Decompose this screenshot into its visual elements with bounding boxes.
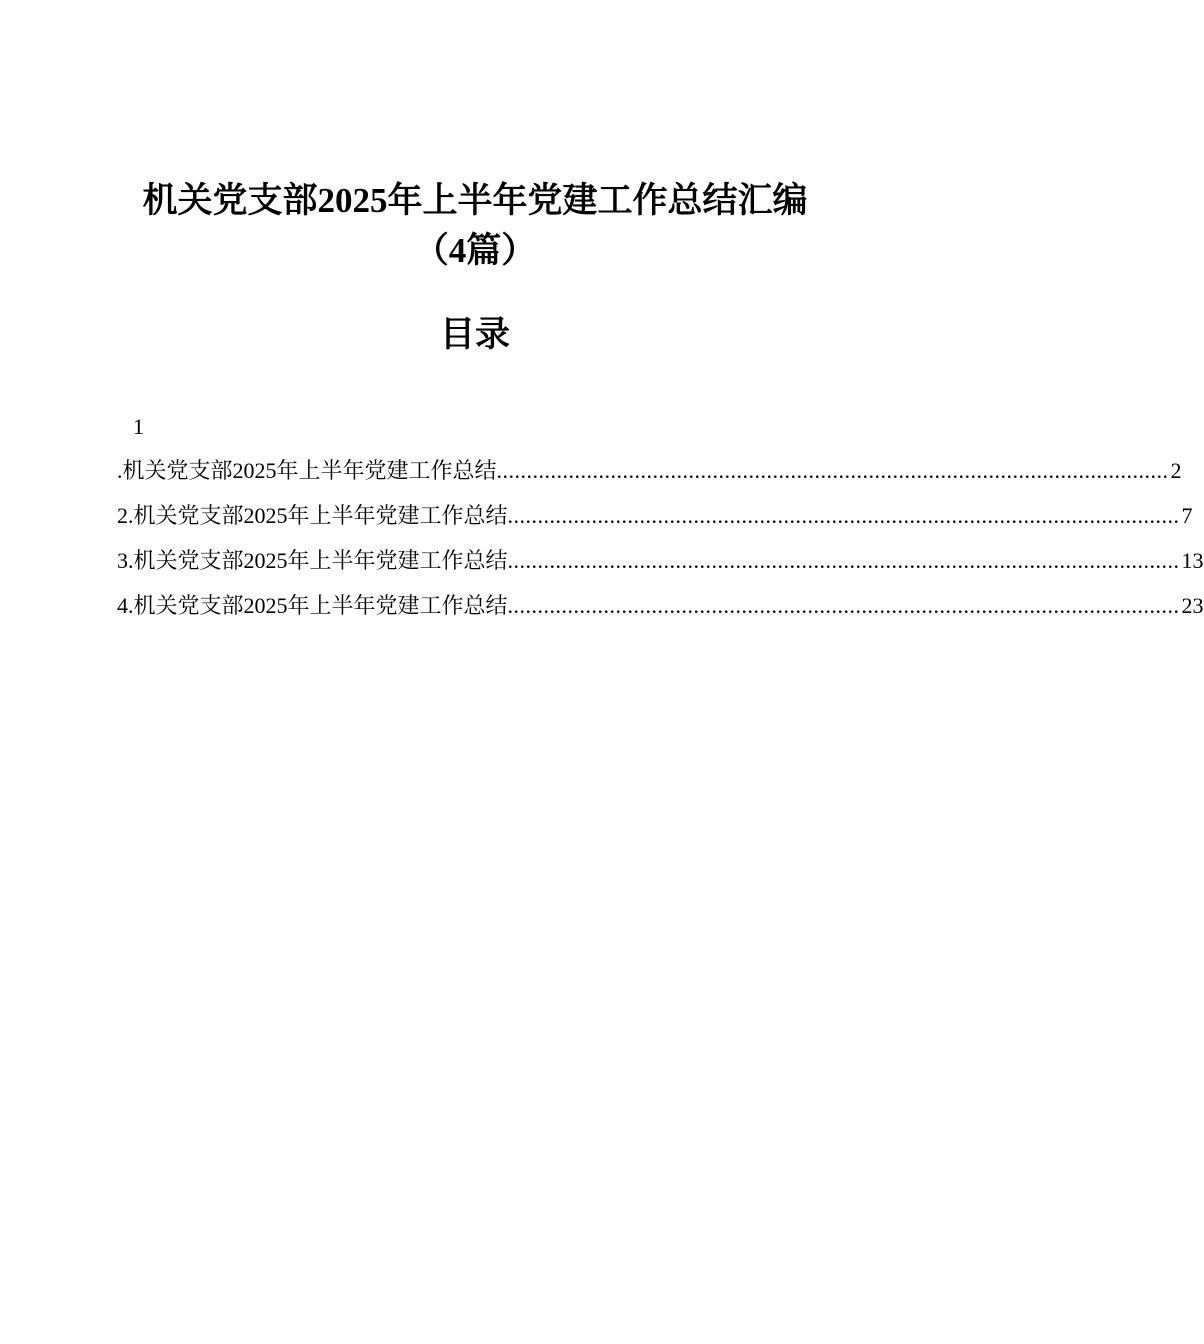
toc-entry[interactable]: [117, 591, 1204, 636]
toc-entry-title: 3.机关党支部2025年上半年党建工作总结: [117, 548, 508, 573]
document-title-line-1: 机关党支部2025年上半年党建工作总结汇编: [142, 181, 808, 220]
toc-entry[interactable]: [117, 456, 1182, 501]
document-title-line-2: （4篇）: [413, 231, 537, 270]
toc-dot-leader: ................................................................................................................: [507, 593, 1180, 618]
toc-entry-title: .机关党支部2025年上半年党建工作总结: [117, 458, 497, 483]
toc-dot-leader: ................................................................................................................: [507, 548, 1180, 573]
toc-entry[interactable]: [117, 501, 1193, 546]
toc-entry-page: 7: [1181, 503, 1193, 528]
toc-dot-leader: ................................................................................................................: [507, 503, 1180, 528]
toc-list: [117, 456, 1204, 636]
toc-entry-page: 2: [1170, 458, 1182, 483]
toc-entry-page: 23: [1181, 593, 1204, 618]
toc-entry-title: 2.机关党支部2025年上半年党建工作总结: [117, 503, 508, 528]
toc-stray-number: 1: [133, 414, 144, 439]
toc-heading: 目录: [439, 315, 510, 354]
toc-entry[interactable]: [117, 546, 1204, 591]
toc-entry-page: 13: [1181, 548, 1204, 573]
toc-entry-title: 4.机关党支部2025年上半年党建工作总结: [117, 593, 508, 618]
document-title: [60, 176, 890, 276]
toc-dot-leader: ................................................................................................................: [496, 458, 1169, 483]
